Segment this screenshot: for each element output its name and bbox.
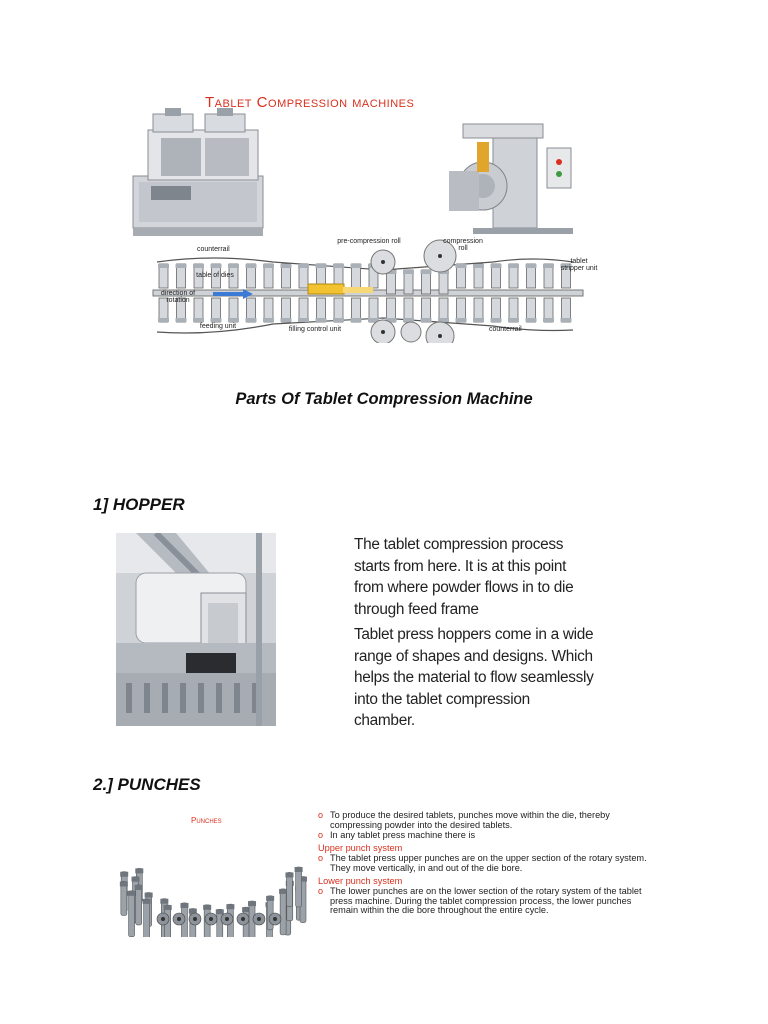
label-counterrail-top: counterrail <box>197 246 230 253</box>
lower-punch <box>368 298 379 322</box>
hopper-description <box>354 534 594 736</box>
punch-tool <box>279 889 287 935</box>
upper-punch <box>491 264 502 288</box>
lower-punch <box>561 298 572 322</box>
die-ring <box>253 913 265 925</box>
upper-punch <box>176 264 187 288</box>
tablet-compression-figure <box>93 86 603 343</box>
punches-figure <box>113 807 653 937</box>
upper-punch <box>246 264 257 288</box>
rotary-press-machine <box>133 108 263 236</box>
die-ring <box>173 913 185 925</box>
upper-punch <box>543 264 554 288</box>
upper-punch <box>508 264 519 288</box>
lower-punch <box>211 298 222 322</box>
punches-bullet-2: o In any tablet press machine there is <box>318 831 653 841</box>
lower-punch <box>456 298 467 322</box>
hopper-heading: 1] HOPPER <box>93 495 185 514</box>
lower-punch <box>333 298 344 322</box>
die-ring <box>237 913 249 925</box>
lower-punch <box>386 298 397 322</box>
upper-punch <box>473 264 484 288</box>
lower-punch <box>473 298 484 322</box>
upper-punch <box>456 264 467 288</box>
lower-punch <box>228 298 239 322</box>
document-title: Parts Of Tablet Compression Machine <box>235 390 533 408</box>
lower-punch <box>281 298 292 322</box>
lower-punch <box>263 298 274 322</box>
label-counterrail-bottom: counterrail <box>489 326 522 333</box>
label-direction-of-rotation: direction of rotation <box>160 290 196 304</box>
label-compression-roll: compression roll <box>443 238 483 252</box>
punch-tool <box>143 899 151 937</box>
upper-punch-text: o The tablet press upper punches are on the upper section of the rotary system. They move vertically, in and out of the die bore. <box>318 854 653 873</box>
punches-bullet-1: o To produce the desired tablets, punches move within the die, thereby compressing powder into the desired tablets. <box>318 811 653 830</box>
punch-tool <box>120 881 128 915</box>
lower-punch <box>316 298 327 322</box>
lower-punch <box>298 298 309 322</box>
label-filling-control-unit: filling control unit <box>288 326 342 333</box>
upper-punch-heading: Upper punch system <box>318 842 403 853</box>
upper-punch <box>526 264 537 288</box>
label-precompression-roll: pre-compression roll <box>337 238 401 245</box>
die-ring <box>205 913 217 925</box>
hopper-paragraph-2: Tablet press hoppers come in a wide range of shapes and designs. Which helps the material to flow seamlessly into the tablet compression chamber. <box>354 626 594 729</box>
upper-punch <box>281 264 292 288</box>
figure-title: Tablet Compression machines <box>205 94 415 111</box>
die-ring <box>269 913 281 925</box>
lower-punch <box>438 298 449 322</box>
lower-punch-text: o The lower punches are on the lower section of the rotary system of the tablet press machine. During the tablet compression process, the lower punches remain within the die bore throughout the entire cycle. <box>318 887 653 916</box>
upper-punch <box>403 270 414 294</box>
punches-heading: 2.] PUNCHES <box>93 775 201 794</box>
lower-punch <box>508 298 519 322</box>
label-tablet-stripper-unit: tablet stripper unit <box>560 258 598 272</box>
upper-punch <box>351 264 362 288</box>
lower-punch <box>543 298 554 322</box>
lower-punch <box>403 298 414 322</box>
upper-punch <box>158 264 169 288</box>
lower-punch <box>421 298 432 322</box>
upper-punch <box>298 264 309 288</box>
lower-punch <box>246 298 257 322</box>
machines-illustration <box>93 86 603 343</box>
lower-punch <box>526 298 537 322</box>
label-table-of-dies: table of dies <box>196 272 234 279</box>
punches-description <box>318 811 653 917</box>
die-ring <box>221 913 233 925</box>
label-feeding-unit: feeding unit <box>199 323 237 330</box>
punches-illustration <box>113 807 318 937</box>
lower-punch <box>351 298 362 322</box>
hopper-photo <box>116 533 276 726</box>
die-ring <box>157 913 169 925</box>
punch-tool <box>285 872 293 906</box>
die-ring <box>189 913 201 925</box>
single-station-press <box>449 124 573 234</box>
upper-punch <box>263 264 274 288</box>
hopper-paragraph-1: The tablet compression process starts from here. It is at this point from where powder flows in to die through feed frame <box>354 536 574 618</box>
lower-punch-heading: Lower punch system <box>318 875 403 886</box>
upper-punch <box>438 270 449 294</box>
upper-punch <box>421 270 432 294</box>
punch-tool <box>128 891 136 937</box>
punch-tool <box>295 867 303 907</box>
lower-punch <box>491 298 502 322</box>
punches-figure-title: Punches <box>191 816 222 825</box>
punch-tool <box>135 885 143 925</box>
